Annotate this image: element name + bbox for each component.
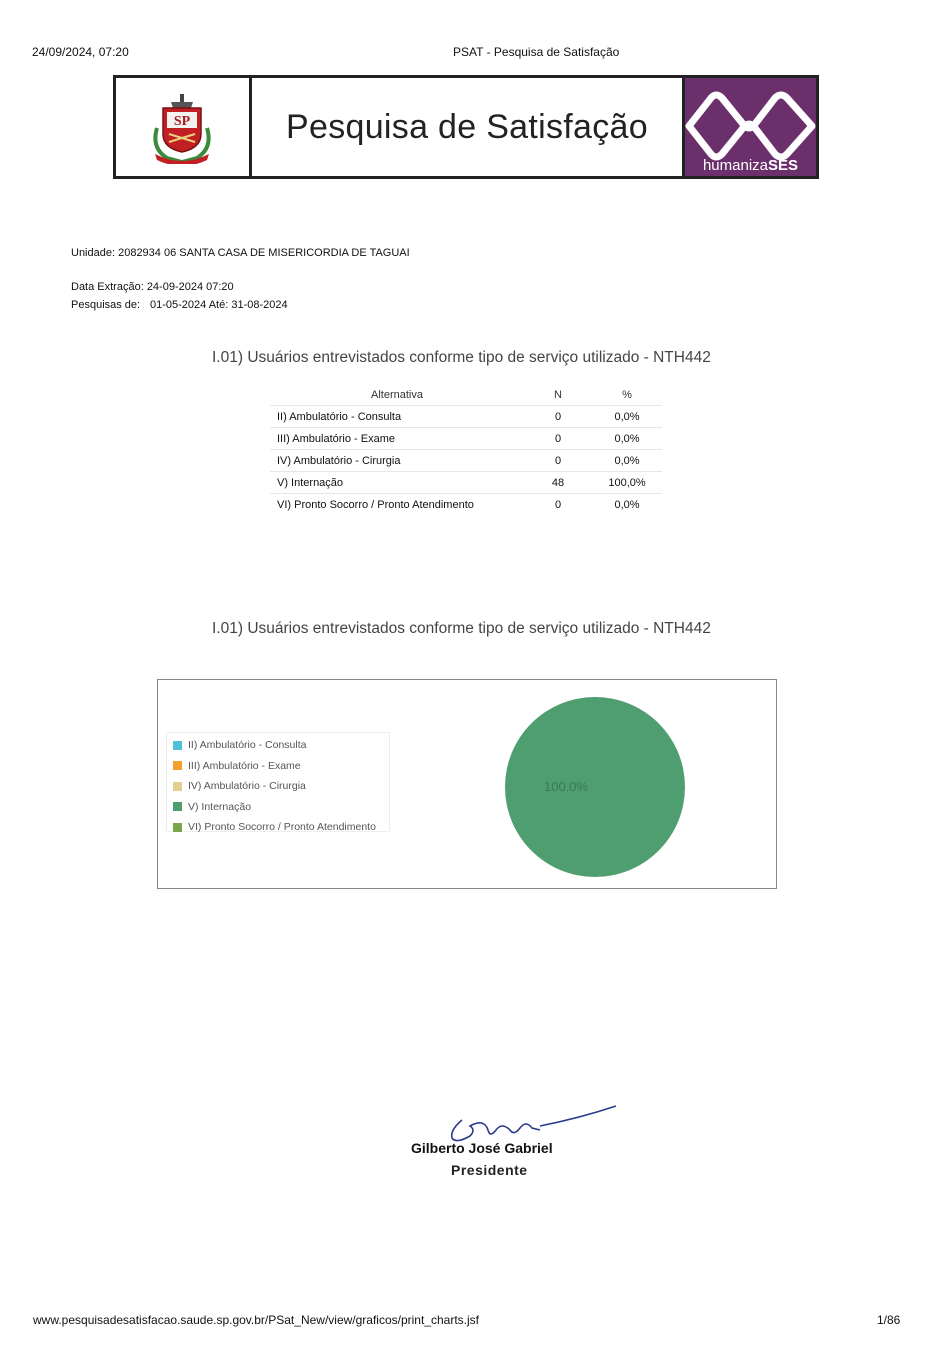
row-label: VI) Pronto Socorro / Pronto Atendimento: [270, 494, 524, 516]
row-label: IV) Ambulatório - Cirurgia: [270, 450, 524, 472]
unidade-line: Unidade: 2082934 06 SANTA CASA DE MISERICORDIA DE TAGUAI: [71, 247, 410, 259]
row-count: 0: [524, 494, 592, 516]
pie-chart: [500, 692, 690, 882]
footer-page-number: 1/86: [877, 1313, 901, 1327]
legend-label: IV) Ambulatório - Cirurgia: [188, 780, 306, 793]
row-percent: 0,0%: [592, 428, 662, 450]
table-row: [270, 428, 662, 450]
data-extracao-line: Data Extração: 24-09-2024 07:20: [71, 281, 234, 293]
row-percent: 0,0%: [592, 450, 662, 472]
legend-swatch: [173, 802, 182, 811]
legend-label: III) Ambulatório - Exame: [188, 759, 301, 772]
legend-label: VI) Pronto Socorro / Pronto Atendimento: [188, 821, 376, 834]
legend-item: [167, 735, 389, 756]
banner-title: Pesquisa de Satisfação: [252, 78, 685, 176]
print-datetime: 24/09/2024, 07:20: [32, 45, 129, 59]
table-row: [270, 494, 662, 516]
legend-item: [167, 756, 389, 777]
legend-item: [167, 817, 389, 838]
footer-url: www.pesquisadesatisfacao.saude.sp.gov.br/PSat_New/view/graficos/print_charts.jsf: [33, 1313, 479, 1327]
row-label: V) Internação: [270, 472, 524, 494]
row-count: 48: [524, 472, 592, 494]
legend-swatch: [173, 782, 182, 791]
signatory-role: Presidente: [451, 1162, 528, 1178]
row-percent: 0,0%: [592, 494, 662, 516]
signatory-name: Gilberto José Gabriel: [411, 1140, 553, 1156]
chart-legend: [166, 732, 390, 832]
legend-swatch: [173, 761, 182, 770]
emblem-letters: SP: [173, 114, 191, 129]
sao-paulo-coat-of-arms-icon: [147, 90, 217, 164]
col-header-percent: %: [622, 389, 632, 401]
humanizases-wave-logo-icon: [685, 82, 816, 164]
pesquisas-label: Pesquisas de:: [71, 299, 141, 311]
chart-section-title: I.01) Usuários entrevistados conforme tipo de serviço utilizado - NTH442: [212, 620, 711, 637]
humanizases-logo: [685, 78, 816, 176]
pesquisas-range: 01-05-2024 Até: 31-08-2024: [150, 299, 288, 311]
legend-swatch: [173, 741, 182, 750]
legend-swatch: [173, 823, 182, 832]
header-banner: [113, 75, 819, 179]
row-label: III) Ambulatório - Exame: [270, 428, 524, 450]
row-count: 0: [524, 428, 592, 450]
table-row: [270, 450, 662, 472]
pie-slice-4: [505, 697, 685, 877]
row-count: 0: [524, 406, 592, 428]
row-label: II) Ambulatório - Consulta: [270, 406, 524, 428]
table-row: [270, 472, 662, 494]
table-row: [270, 406, 662, 428]
legend-label: V) Internação: [188, 800, 252, 813]
results-table: [270, 385, 662, 515]
legend-item: [167, 797, 389, 818]
emblem-cell: [116, 78, 252, 176]
pie-slice-label: 100.0%: [544, 779, 589, 794]
table-section-title: I.01) Usuários entrevistados conforme tipo de serviço utilizado - NTH442: [212, 349, 711, 366]
legend-label: II) Ambulatório - Consulta: [188, 739, 307, 752]
table-header-row: [270, 385, 662, 406]
row-count: 0: [524, 450, 592, 472]
col-header-alternativa: Alternativa: [371, 389, 423, 401]
row-percent: 0,0%: [592, 406, 662, 428]
col-header-n: N: [554, 389, 562, 401]
row-percent: 100,0%: [592, 472, 662, 494]
legend-item: [167, 776, 389, 797]
pie-slices: [505, 697, 685, 877]
print-doc-title: PSAT - Pesquisa de Satisfação: [453, 45, 620, 59]
brand-wordmark: humanizaSES: [702, 157, 799, 174]
